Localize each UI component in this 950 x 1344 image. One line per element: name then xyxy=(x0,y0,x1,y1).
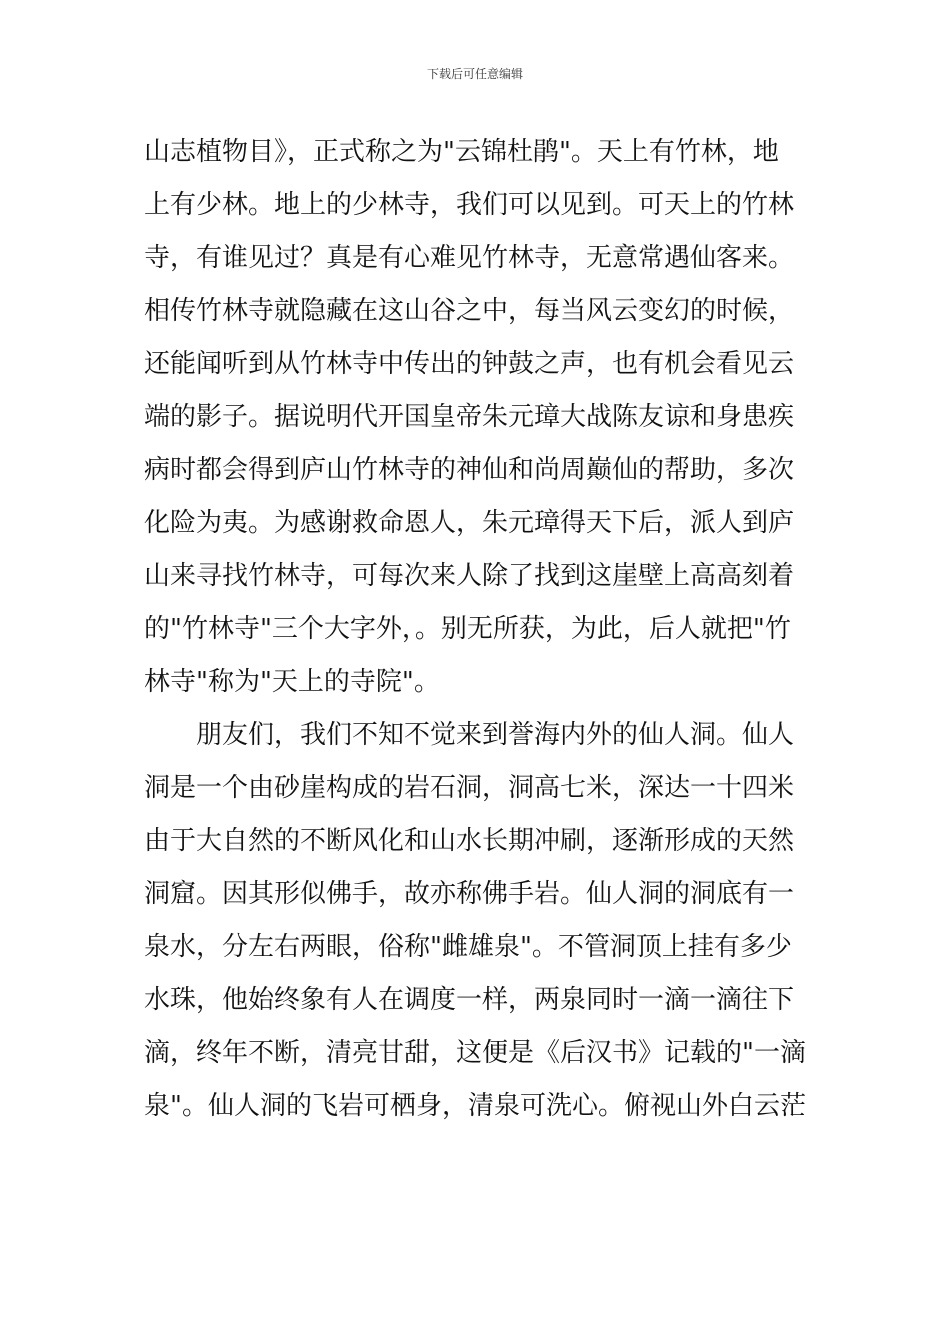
text-line: 林寺"称为"天上的寺院"。 xyxy=(144,667,440,697)
paragraph-start-line: 朋友们，我们不知不觉来到誉海内外的仙人洞。仙人 xyxy=(196,720,795,750)
text-line: 端的影子。据说明代开国皇帝朱元璋大战陈友谅和身患疾 xyxy=(144,402,795,432)
text-line: 相传竹林寺就隐藏在这山谷之中，每当风云变幻的时候， xyxy=(144,296,795,326)
text-line: 滴，终年不断，清亮甘甜，这便是《后汉书》记载的"一滴 xyxy=(144,1038,806,1068)
text-line: 上有少林。地上的少林寺，我们可以见到。可天上的竹林 xyxy=(144,190,795,220)
page-header-note: 下载后可任意编辑 xyxy=(426,67,523,81)
text-line: 洞是一个由砂崖构成的岩石洞，洞高七米，深达一十四米 xyxy=(144,773,795,803)
text-line: 山志植物目》，正式称之为"云锦杜鹃"。天上有竹林，地 xyxy=(144,137,779,167)
text-line: 的"竹林寺"三个大字外，。别无所获，为此，后人就把"竹 xyxy=(144,614,791,644)
text-line: 由于大自然的不断风化和山水长期冲刷，逐渐形成的天然 xyxy=(144,826,795,856)
text-line: 病时都会得到庐山竹林寺的神仙和尚周巅仙的帮助，多次 xyxy=(144,455,795,485)
text-line: 泉水，分左右两眼，俗称"雌雄泉"。不管洞顶上挂有多少 xyxy=(144,932,792,962)
text-line: 洞窟。因其形似佛手，故亦称佛手岩。仙人洞的洞底有一 xyxy=(144,879,795,909)
text-line: 寺，有谁见过？真是有心难见竹林寺，无意常遇仙客来。 xyxy=(144,243,795,273)
text-line: 水珠，他始终象有人在调度一样，两泉同时一滴一滴往下 xyxy=(144,985,795,1015)
text-line: 化险为夷。为感谢救命恩人，朱元璋得天下后，派人到庐 xyxy=(144,508,795,538)
document-body xyxy=(144,126,814,1133)
text-line: 山来寻找竹林寺，可每次来人除了找到这崖壁上高高刻着 xyxy=(144,561,795,591)
text-line: 还能闻听到从竹林寺中传出的钟鼓之声，也有机会看见云 xyxy=(144,349,795,379)
text-line: 泉"。仙人洞的飞岩可栖身，清泉可洗心。俯视山外白云茫 xyxy=(144,1091,806,1121)
